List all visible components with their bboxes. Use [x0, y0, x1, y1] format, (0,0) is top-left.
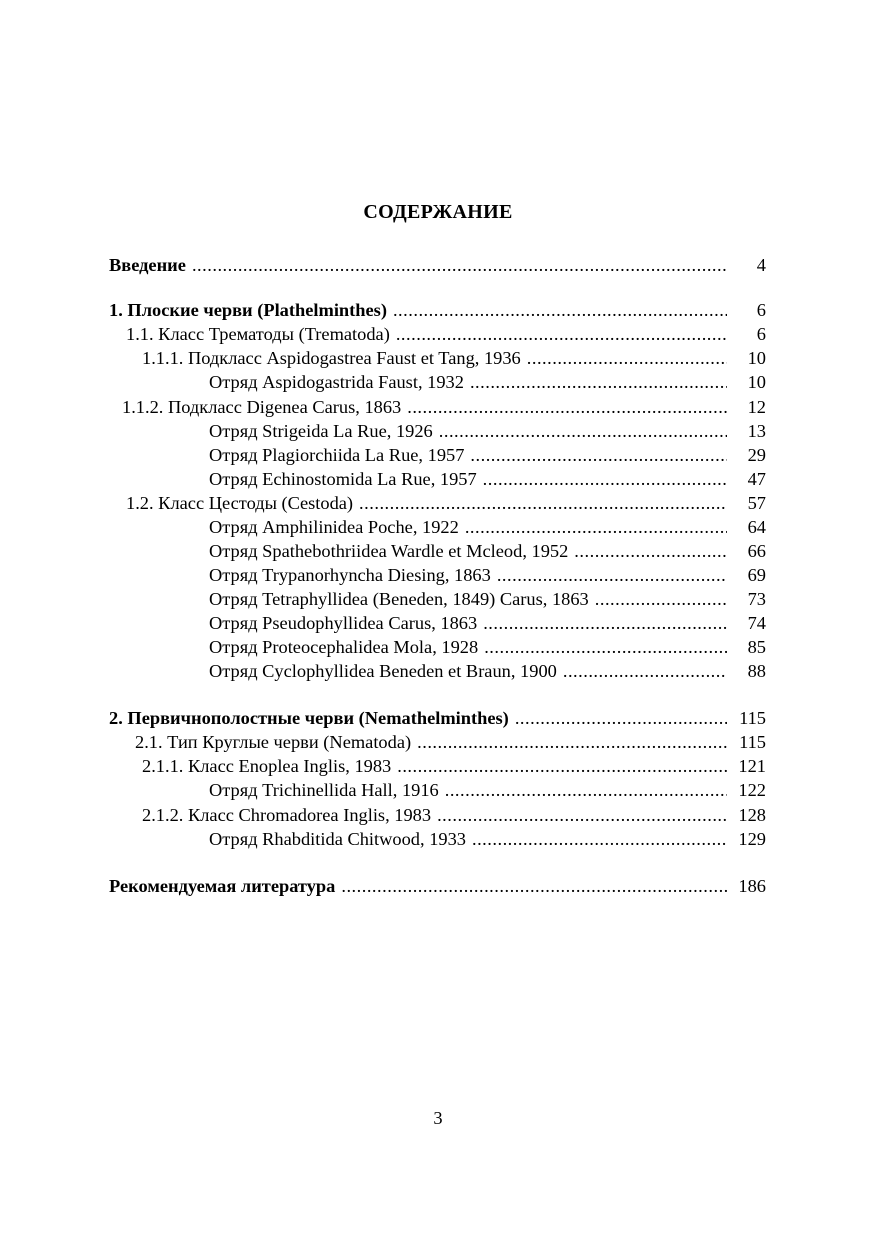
dot-leader	[192, 253, 727, 277]
toc-entry-page: 73	[747, 589, 766, 609]
toc-entry-page: 6	[756, 324, 766, 344]
toc-entry-page: 122	[738, 780, 766, 800]
toc-entry-label: Отряд Trypanorhyncha Diesing, 1863	[209, 565, 491, 585]
toc-entry-label: 1. Плоские черви (Plathelminthes)	[109, 300, 387, 320]
toc-entry-label: Рекомендуемая литература	[109, 876, 336, 896]
toc-entry-label: 2. Первичнополостные черви (Nemathelminthes)	[109, 708, 509, 728]
dot-leader	[515, 706, 727, 730]
dot-leader	[483, 467, 727, 491]
toc-entry-echinostomida[interactable]	[209, 467, 766, 491]
toc-entry-page: 57	[747, 493, 766, 513]
toc-entry-label: Введение	[109, 255, 186, 275]
toc-entry-rhabditida[interactable]	[209, 827, 766, 851]
toc-entry-label: Отряд Aspidogastrida Faust, 1932	[209, 372, 464, 392]
toc-entry-label: 1.1.1. Подкласс Aspidogastrea Faust et Tang, 1936	[142, 348, 521, 368]
toc-entry-page: 74	[747, 613, 766, 633]
dot-leader	[393, 298, 727, 322]
toc-entry-enoplea[interactable]	[142, 754, 766, 778]
dot-leader	[465, 515, 727, 539]
toc-entry-page: 6	[756, 300, 766, 320]
toc-entry-chromadorea[interactable]	[142, 803, 766, 827]
toc-entry-page: 115	[739, 732, 766, 752]
toc-entry-aspidogastrida[interactable]	[209, 370, 766, 394]
toc-entry-label: Отряд Spathebothriidea Wardle et Mcleod, 1952	[209, 541, 569, 561]
toc-entry-page: 85	[747, 637, 766, 657]
toc-entry-label: 2.1.2. Класс Chromadorea Inglis, 1983	[142, 805, 432, 825]
dot-leader	[397, 754, 727, 778]
toc-entry-label: 1.1.2. Подкласс Digenea Carus, 1863	[122, 397, 402, 417]
toc-entry-label: Отряд Pseudophyllidea Carus, 1863	[209, 613, 478, 633]
toc-entry-label: Отряд Strigeida La Rue, 1926	[209, 421, 433, 441]
dot-leader	[470, 443, 727, 467]
toc-entry-trichinellida[interactable]	[209, 778, 766, 802]
dot-leader	[484, 635, 727, 659]
page-number: 3	[433, 1108, 443, 1128]
toc-entry-proteocephalidea[interactable]	[209, 635, 766, 659]
dot-leader	[497, 563, 727, 587]
toc-entry-nematoda[interactable]	[135, 730, 766, 754]
toc-entry-introduction[interactable]	[109, 253, 766, 277]
toc-entry-pseudophyllidea[interactable]	[209, 611, 766, 635]
dot-leader	[595, 587, 727, 611]
toc-entry-page: 13	[747, 421, 766, 441]
dot-leader	[407, 395, 727, 419]
toc-entry-strigeida[interactable]	[209, 419, 766, 443]
toc-entry-label: Отряд Plagiorchiida La Rue, 1957	[209, 445, 465, 465]
toc-entry-label: Отряд Amphilinidea Poche, 1922	[209, 517, 459, 537]
toc-entry-nemathelminthes[interactable]	[109, 706, 766, 730]
toc-entry-page: 66	[747, 541, 766, 561]
toc-entry-tetraphyllidea[interactable]	[209, 587, 766, 611]
toc-entry-label: Отряд Trichinellida Hall, 1916	[209, 780, 439, 800]
toc-entry-page: 64	[747, 517, 766, 537]
toc-entry-plagiorchiida[interactable]	[209, 443, 766, 467]
toc-entry-spathebothriidea[interactable]	[209, 539, 766, 563]
toc-entry-page: 88	[747, 661, 766, 681]
page-title: СОДЕРЖАНИЕ	[363, 201, 513, 223]
toc-entry-cyclophyllidea[interactable]	[209, 659, 766, 683]
toc-entry-literature[interactable]	[109, 874, 766, 898]
dot-leader	[396, 322, 727, 346]
dot-leader	[417, 730, 727, 754]
dot-leader	[437, 803, 727, 827]
dot-leader	[563, 659, 727, 683]
toc-entry-page: 10	[747, 372, 766, 392]
toc-entry-cestoda[interactable]	[126, 491, 766, 515]
toc-entry-page: 115	[739, 708, 766, 728]
toc-entry-digenea[interactable]	[122, 395, 766, 419]
toc-entry-page: 128	[738, 805, 766, 825]
toc-entry-aspidogastrea[interactable]	[142, 346, 766, 370]
toc-entry-label: 2.1. Тип Круглые черви (Nematoda)	[135, 732, 412, 752]
toc-entry-label: Отряд Rhabditida Chitwood, 1933	[209, 829, 466, 849]
toc-entry-label: 1.1. Класс Трематоды (Trematoda)	[126, 324, 390, 344]
dot-leader	[574, 539, 727, 563]
toc-entry-trematoda[interactable]	[126, 322, 766, 346]
toc-entry-page: 47	[747, 469, 766, 489]
toc-entry-label: Отряд Echinostomida La Rue, 1957	[209, 469, 477, 489]
toc-entry-label: Отряд Tetraphyllidea (Beneden, 1849) Carus, 1863	[209, 589, 589, 609]
toc-entry-label: 2.1.1. Класс Enoplea Inglis, 1983	[142, 756, 392, 776]
toc-entry-page: 10	[747, 348, 766, 368]
dot-leader	[439, 419, 727, 443]
toc-entry-page: 186	[738, 876, 766, 896]
toc-entry-page: 12	[747, 397, 766, 417]
toc-entry-page: 69	[747, 565, 766, 585]
toc-entry-page: 129	[738, 829, 766, 849]
dot-leader	[341, 874, 727, 898]
dot-leader	[527, 346, 727, 370]
dot-leader	[445, 778, 727, 802]
toc-entry-page: 29	[747, 445, 766, 465]
toc-entry-plathelminthes[interactable]	[109, 298, 766, 322]
toc-entry-label: Отряд Cyclophyllidea Beneden et Braun, 1900	[209, 661, 557, 681]
toc-entry-label: 1.2. Класс Цестоды (Cestoda)	[126, 493, 354, 513]
toc-entry-page: 4	[756, 255, 766, 275]
toc-entry-amphilinidea[interactable]	[209, 515, 766, 539]
dot-leader	[472, 827, 727, 851]
toc-entry-label: Отряд Proteocephalidea Mola, 1928	[209, 637, 479, 657]
toc-entry-page: 121	[738, 756, 766, 776]
toc-entry-trypanorhyncha[interactable]	[209, 563, 766, 587]
dot-leader	[359, 491, 727, 515]
dot-leader	[470, 370, 727, 394]
dot-leader	[483, 611, 727, 635]
